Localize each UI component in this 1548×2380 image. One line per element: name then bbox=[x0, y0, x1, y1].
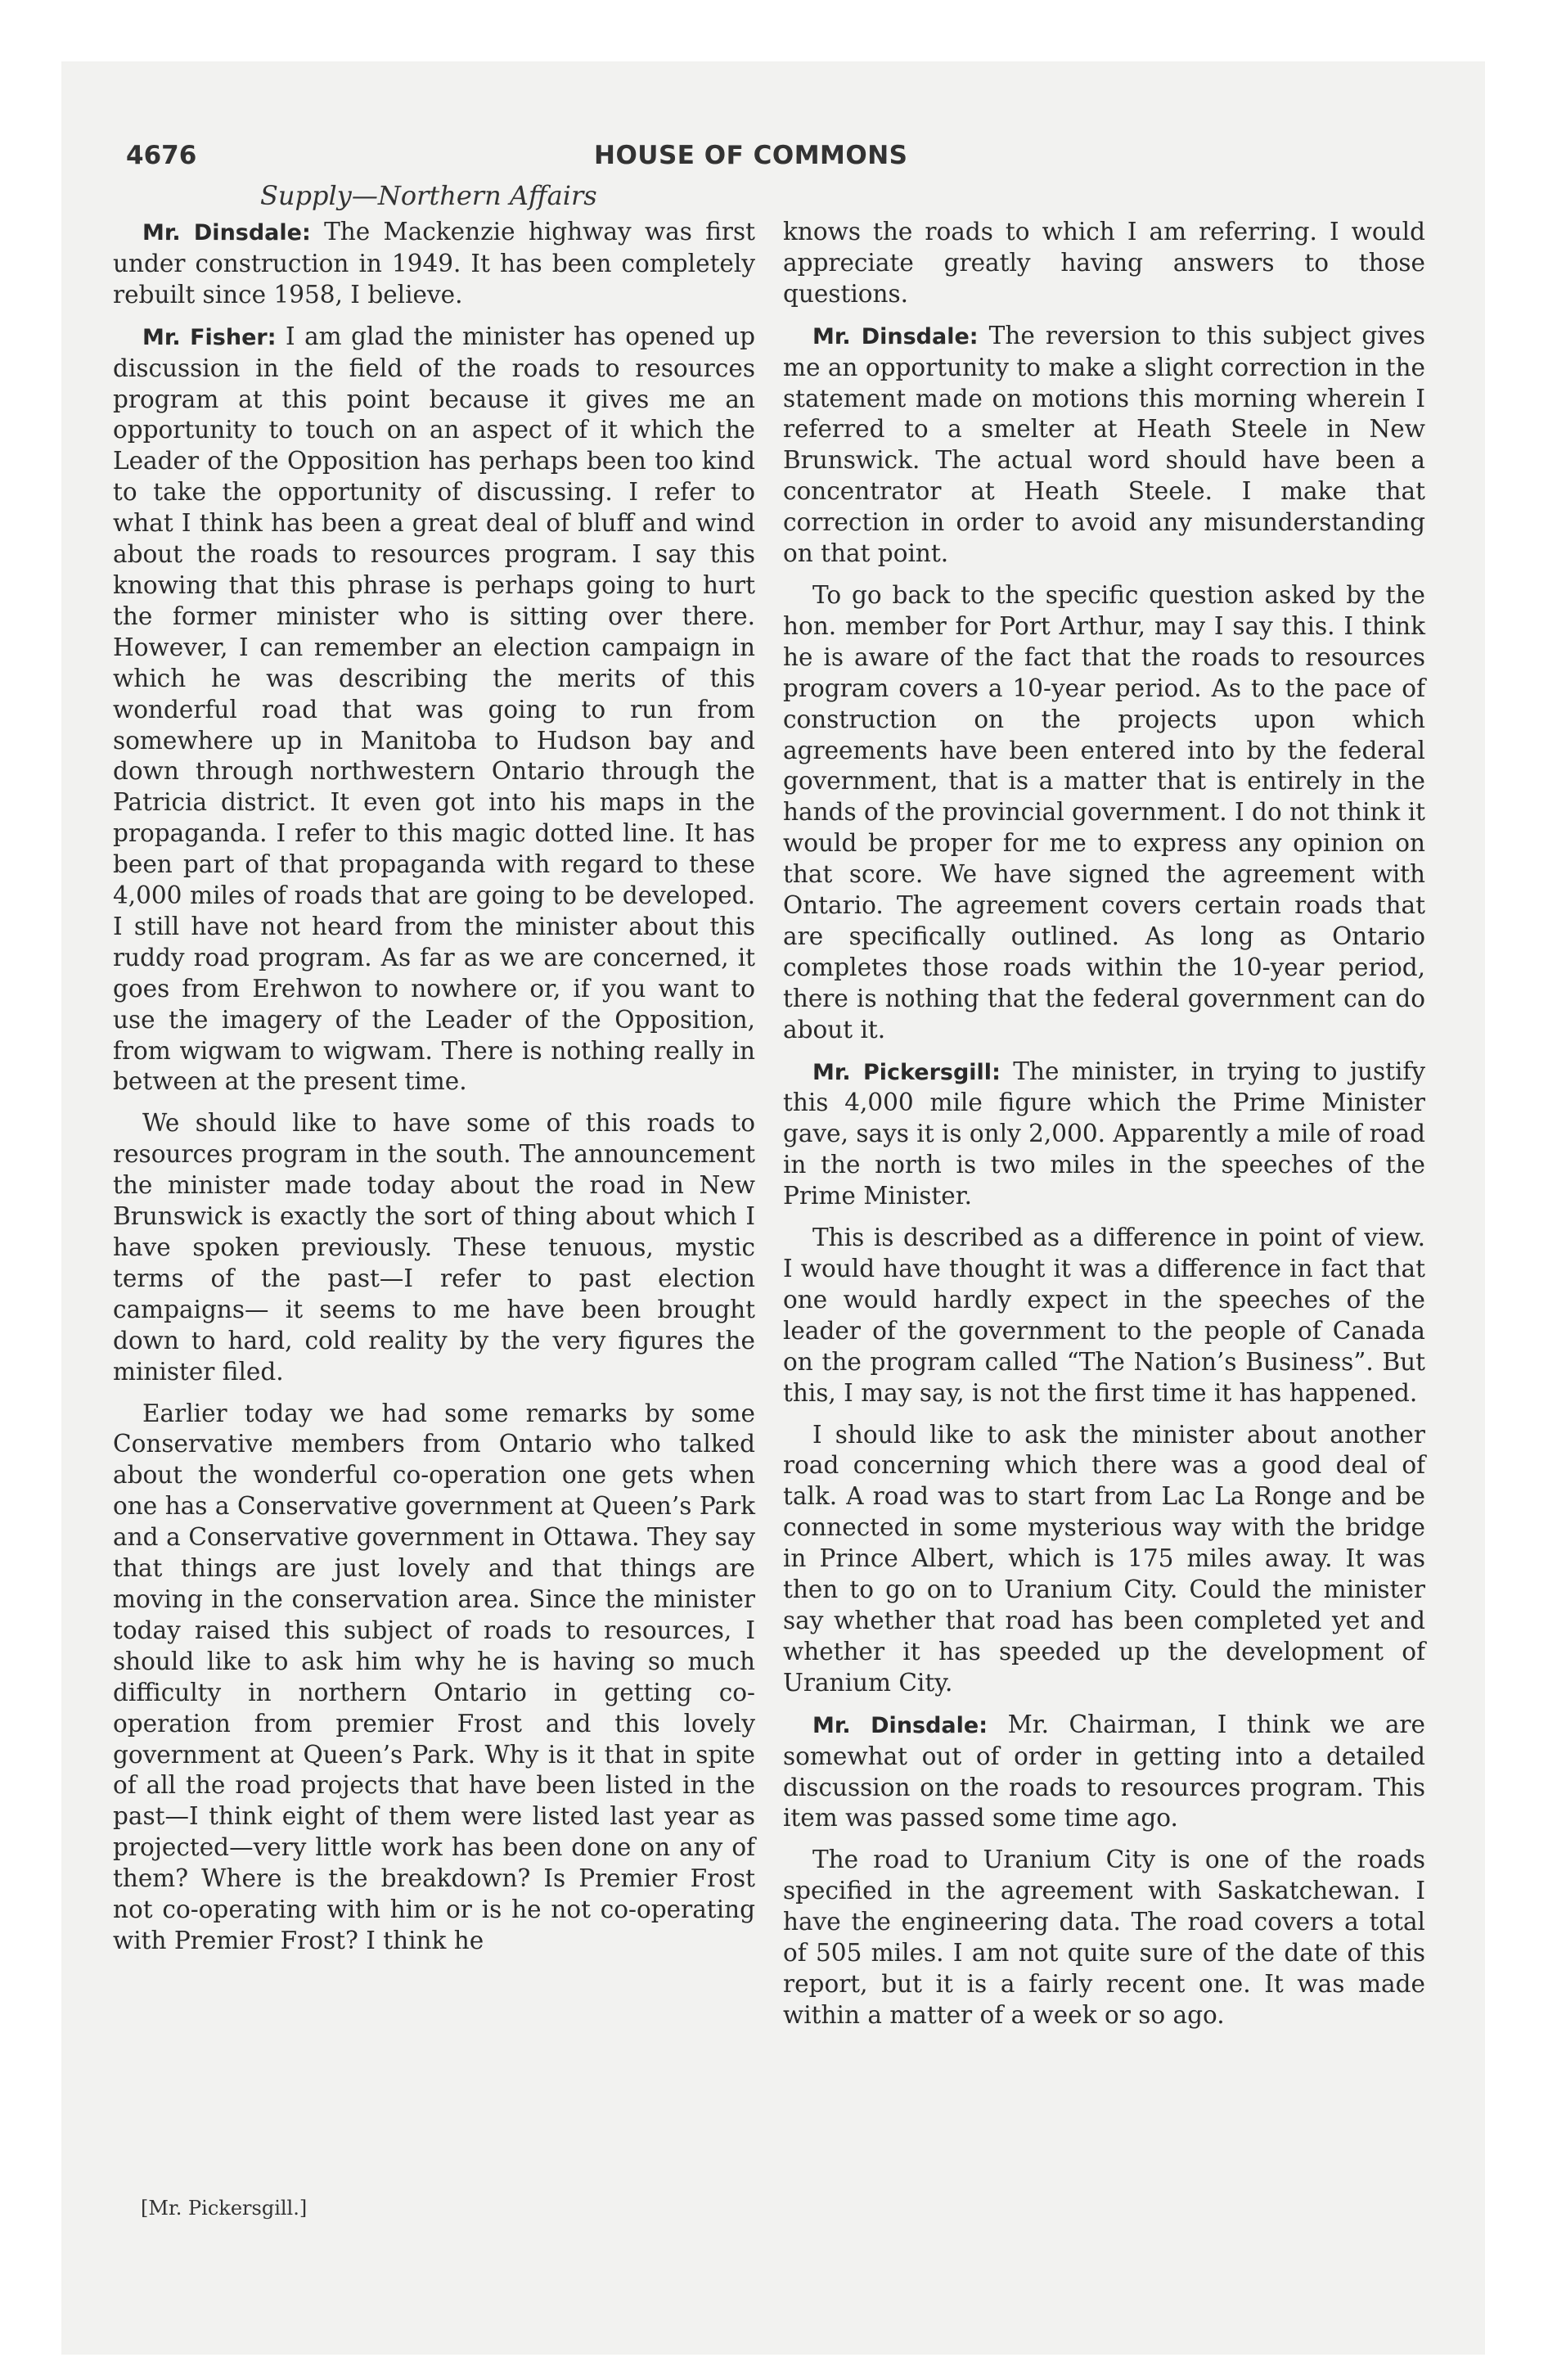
paragraph bbox=[113, 1399, 755, 1957]
paragraph bbox=[783, 1057, 1425, 1213]
paragraph-text: I am glad the minister has opened up discussion in the field of the roads to resources program at this point because it gives me an opportunity to touch on an aspect of it which the Leader of the Opposition has perhaps been too kind to take the opportunity of discussing. I refer to what I think has been a great deal of bluff and wind about the roads to resources program. I say this knowing that this phrase is perhaps going to hurt the former minister who is sitting over there. However, I can remember an election campaign in which he was describing the merits of this wonderful road that was going to run from somewhere up in Manitoba to Hudson bay and down through northwestern Ontario through the Patricia district. It even got into his maps in the propaganda. I refer to this magic dotted line. It has been part of that propaganda with regard to these 4,000 miles of roads that are going to be developed. I still have not heard from the minister about this ruddy road program. As far as we are concerned, it goes from Erehwon to nowhere or, if you want to use the imagery of the Leader of the Opposition, from wigwam to wigwam. There is nothing really in between at the present time. bbox=[113, 322, 755, 1096]
paragraph bbox=[113, 1108, 755, 1387]
paragraph-text: I should like to ask the minister about another road concerning which there was a good deal of talk. A road was to start from Lac La Ronge and be connected in some mysterious way with the bridge in Prince Albert, which is 175 miles away. It was then to go on to Uranium City. Could the minister say whether that road has been completed yet and whether it has speeded up the development of Uranium City. bbox=[783, 1420, 1425, 1697]
paragraph bbox=[783, 1420, 1425, 1699]
page-number: 4676 bbox=[126, 141, 197, 170]
paragraph bbox=[113, 217, 755, 311]
paragraph-text: The minister, in trying to justify this 4,000 mile figure which the Prime Minister gave, says it is only 2,000. Apparently a mile of road in the north is two miles in the speeches of the Prime Minister. bbox=[783, 1057, 1425, 1210]
right-column bbox=[783, 217, 1425, 2042]
paragraph-text: The road to Uranium City is one of the roads specified in the agreement with Saskatchewan. I have the engineering data. The road covers a total of 505 miles. I am not quite sure of the date of this report, but it is a fairly recent one. It was made within a matter of a week or so ago. bbox=[783, 1846, 1425, 2029]
speaker-name: Mr. Dinsdale: bbox=[812, 323, 979, 349]
speaker-name: Mr. Dinsdale: bbox=[142, 220, 311, 246]
speaker-name: Mr. Pickersgill: bbox=[812, 1059, 1001, 1085]
paragraph-text: Earlier today we had some remarks by some Conservative members from Ontario who talked about the wonderful co-operation one gets when one has a Conservative government at Queen’s Park and a Conservative government in Ottawa. They say that things are just lovely and that things are moving in the conservation area. Since the minister today raised this subject of roads to resources, I should like to ask him why he is having so much difficulty in northern Ontario in getting co-operation from premier Frost and this lovely government at Queen’s Park. Why is it that in spite of all the road projects that have been listed in the past—I think eight of them were listed last year as projected—very little work has been done on any of them? Where is the breakdown? Is Premier Frost not co-operating with him or is he not co-operating with Premier Frost? I think he bbox=[113, 1399, 755, 1954]
paragraph bbox=[783, 321, 1425, 570]
paragraph-text: This is described as a difference in point of view. I would have thought it was a difference in fact that one would hardly expect in the speeches of the leader of the government to the people of Canada on the program called “The Nation’s Business”. But this, I may say, is not the first time it has happened. bbox=[783, 1224, 1425, 1407]
paragraph-text: We should like to have some of this roads to resources program in the south. The announcement the minister made today about the road in New Brunswick is exactly the sort of thing about which I have spoken previously. These tenuous, mystic terms of the past—I refer to past election campaigns— it seems to me have been brought down to hard, cold reality by the very figures the minister filed. bbox=[113, 1109, 755, 1386]
left-column bbox=[113, 217, 755, 1968]
paragraph-text: Mr. Chairman, I think we are somewhat out of order in getting into a detailed discussion on the roads to resources program. This item was passed some time ago. bbox=[783, 1710, 1425, 1832]
speaker-attribution: [Mr. Pickersgill.] bbox=[141, 2197, 308, 2220]
speaker-name: Mr. Fisher: bbox=[142, 324, 277, 350]
paragraph-text: The reversion to this subject gives me an opportunity to make a slight correction in the statement made on motions this morning wherein I referred to a smelter at Heath Steele in New Brunswick. The actual word should have been a concentrator at Heath Steele. I make that correction in order to avoid any misunderstanding on that point. bbox=[783, 321, 1425, 568]
page-header: HOUSE OF COMMONS bbox=[594, 141, 908, 170]
paragraph bbox=[783, 580, 1425, 1046]
paragraph bbox=[783, 217, 1425, 310]
paragraph-text: The Mackenzie highway was first under construction in 1949. It has been completely rebuilt since 1958, I believe. bbox=[113, 218, 755, 309]
paragraph bbox=[113, 322, 755, 1098]
section-title: Supply—Northern Affairs bbox=[260, 180, 597, 211]
paragraph-text: knows the roads to which I am referring. I would appreciate greatly having answers to those questions. bbox=[783, 218, 1425, 308]
paragraph-text: To go back to the specific question asked by the hon. member for Port Arthur, may I say this. I think he is aware of the fact that the roads to resources program covers a 10-year period. As to the pace of construction on the projects upon which agreements have been entered into by the federal government, that is a matter that is entirely in the hands of the provincial government. I do not think it would be proper for me to express any opinion on that score. We have signed the agreement with Ontario. The agreement covers certain roads that are specifically outlined. As long as Ontario completes those roads within the 10-year period, there is nothing that the federal government can do about it. bbox=[783, 580, 1425, 1044]
paragraph bbox=[783, 1710, 1425, 1835]
paragraph bbox=[783, 1223, 1425, 1409]
paragraph bbox=[783, 1845, 1425, 2031]
speaker-name: Mr. Dinsdale: bbox=[812, 1712, 988, 1738]
